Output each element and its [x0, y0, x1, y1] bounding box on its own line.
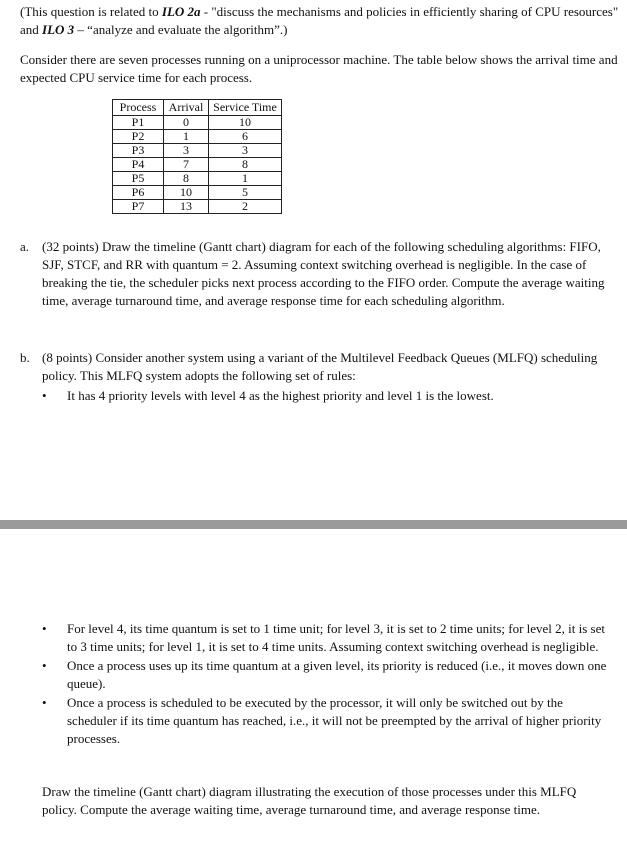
cell-process: P3: [113, 144, 164, 158]
closing-paragraph: Draw the timeline (Gantt chart) diagram illustrating the execution of those processes under this MLFQ policy. Compute the average waiting time, average turnaround time, and average response time.: [42, 784, 577, 817]
cell-service: 3: [209, 144, 282, 158]
question-b-letter: b.: [20, 350, 30, 365]
cell-process: P6: [113, 186, 164, 200]
list-item-text: It has 4 priority levels with level 4 as the highest priority and level 1 is the lowest.: [67, 388, 494, 403]
bullet-icon: •: [42, 388, 47, 403]
cell-process: P1: [113, 116, 164, 130]
ilo-note-open: (This question is related to: [20, 4, 162, 19]
question-a-text: (32 points) Draw the timeline (Gantt chart) diagram for each of the following scheduling algorithms: FIFO, SJF, STCF, and RR with quantum = 2. Assuming context switching overhead is negligible. In the case of breaking the tie, the scheduler picks next process according to the FIFO order. Compute the average waiting time, average turnaround time, and average response time for each scheduling algorithm.: [42, 239, 605, 308]
ilo-note-close: – “analyze and evaluate the algorithm”.): [74, 22, 288, 37]
ilo-note: [20, 3, 620, 39]
table-row: [113, 116, 282, 130]
header-arrival: Arrival: [164, 100, 209, 116]
cell-service: 10: [209, 116, 282, 130]
process-table: [112, 99, 282, 214]
table-header-row: [113, 100, 282, 116]
page-divider: [0, 520, 627, 529]
cell-arrival: 8: [164, 172, 209, 186]
ilo-2a: ILO 2a: [161, 4, 201, 19]
table-row: [113, 172, 282, 186]
cell-process: P7: [113, 200, 164, 214]
cell-process: P4: [113, 158, 164, 172]
bullet-icon: •: [42, 695, 47, 710]
cell-arrival: 13: [164, 200, 209, 214]
intro-paragraph: Consider there are seven processes running on a uniprocessor machine. The table below shows the arrival time and expected CPU service time for each process.: [20, 52, 618, 85]
table-row: [113, 130, 282, 144]
cell-arrival: 1: [164, 130, 209, 144]
list-item-text: For level 4, its time quantum is set to 1 time unit; for level 3, it is set to 2 time units; for level 2, it is set to 3 time units; for level 1, it is set to 4 time units. Assuming context switching overhead is negligible.: [67, 621, 605, 654]
list-item-text: Once a process is scheduled to be executed by the processor, it will only be switched out by the scheduler if its time quantum has reached, i.e., it will not be preempted by the arrival of higher priority processes.: [67, 695, 602, 746]
list-item: [22, 694, 612, 748]
cell-process: P5: [113, 172, 164, 186]
question-b-text: (8 points) Consider another system using a variant of the Multilevel Feedback Queues (MLFQ) scheduling policy. This MLFQ system adopts the following set of rules:: [42, 350, 598, 383]
header-service-time: Service Time: [209, 100, 282, 116]
cell-service: 8: [209, 158, 282, 172]
table-row: [113, 186, 282, 200]
cell-service: 5: [209, 186, 282, 200]
ilo-3: ILO 3: [42, 22, 75, 37]
mlfq-rules-list-top: [22, 387, 612, 405]
cell-service: 6: [209, 130, 282, 144]
cell-service: 1: [209, 172, 282, 186]
list-item: [22, 387, 612, 405]
table-row: [113, 158, 282, 172]
cell-arrival: 7: [164, 158, 209, 172]
cell-arrival: 3: [164, 144, 209, 158]
table-row: [113, 200, 282, 214]
question-b: [20, 349, 620, 385]
cell-arrival: 0: [164, 116, 209, 130]
question-a: [20, 238, 620, 310]
header-process: Process: [113, 100, 164, 116]
question-a-letter: a.: [20, 239, 30, 254]
list-item: [22, 620, 612, 656]
list-item-text: Once a process uses up its time quantum at a given level, its priority is reduced (i.e., it moves down one queue).: [67, 658, 607, 691]
bullet-icon: •: [42, 658, 47, 673]
bullet-icon: •: [42, 621, 47, 636]
cell-process: P2: [113, 130, 164, 144]
list-item: [22, 657, 612, 693]
table-row: [113, 144, 282, 158]
cell-arrival: 10: [164, 186, 209, 200]
cell-service: 2: [209, 200, 282, 214]
mlfq-rules-list-bottom: [22, 620, 612, 749]
ilo-note-mid: - "discuss the mechanisms and policies in efficiently sharing of CPU resources" and: [20, 4, 619, 37]
